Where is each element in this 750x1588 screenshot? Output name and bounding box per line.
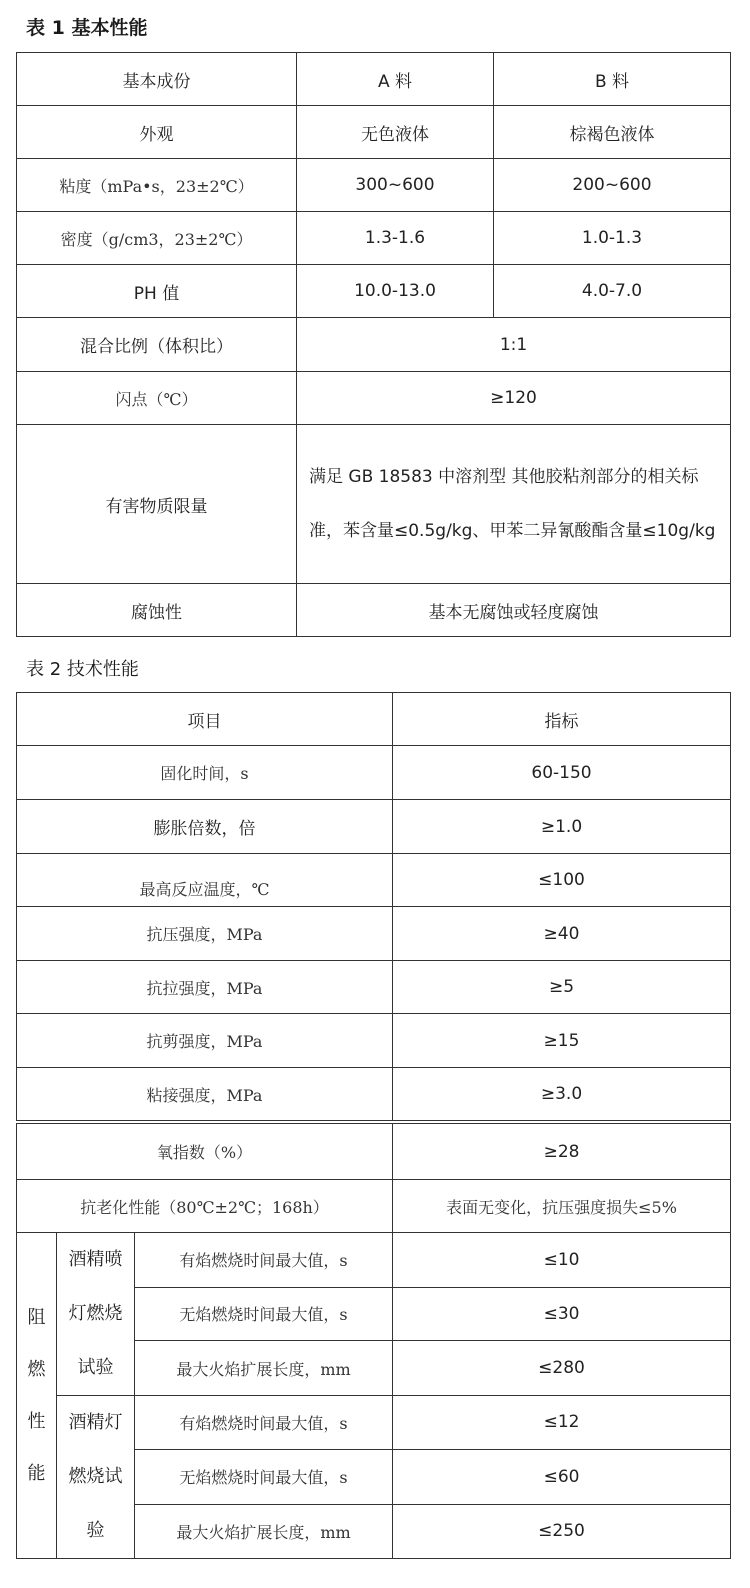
flame-label-char: 性 — [27, 1410, 46, 1432]
item-label: 最高反应温度，℃ — [17, 854, 393, 907]
flame-label-char: 燃 — [27, 1358, 46, 1380]
table-row — [17, 584, 731, 637]
group-name-line: 酒精喷 — [68, 1249, 123, 1270]
table-row — [17, 961, 731, 1014]
item-label: 有焰燃烧时间最大值，s — [135, 1396, 393, 1450]
index-value: ≤10 — [393, 1233, 731, 1288]
group-name-line: 灯燃烧 — [68, 1303, 123, 1324]
group-name-line: 酒精灯 — [68, 1412, 123, 1433]
merged-value: 1:1 — [297, 318, 731, 372]
item-label: 抗剪强度，MPa — [17, 1014, 393, 1068]
table-row — [17, 800, 731, 854]
material-b-value: 棕褐色液体 — [494, 106, 731, 159]
flame-aging-table — [16, 1123, 731, 1559]
alcohol-blowtorch-test-label — [57, 1233, 135, 1396]
table-row — [17, 1233, 731, 1288]
alcohol-lamp-test-label — [57, 1396, 135, 1559]
flame-label-char: 能 — [27, 1462, 46, 1484]
merged-value: 基本无腐蚀或轻度腐蚀 — [297, 584, 731, 637]
header-material-b: B 料 — [494, 53, 731, 106]
item-label: 抗拉强度，MPa — [17, 961, 393, 1014]
hazard-limit-value: 满足 GB 18583 中溶剂型 其他胶粘剂部分的相关标准，苯含量≤0.5g/kg、甲苯二异氰酸酯含量≤10g/kg — [297, 425, 731, 584]
table-header-row — [17, 53, 731, 106]
row-label: 有害物质限量 — [17, 425, 297, 584]
row-label: 混合比例（体积比） — [17, 318, 297, 372]
material-a-value: 无色液体 — [297, 106, 494, 159]
material-a-value: 10.0-13.0 — [297, 265, 494, 318]
material-b-value: 4.0-7.0 — [494, 265, 731, 318]
table-row — [17, 106, 731, 159]
material-b-value: 1.0-1.3 — [494, 212, 731, 265]
table-row — [17, 265, 731, 318]
table-row — [17, 907, 731, 961]
row-label: 闪点（℃） — [17, 372, 297, 425]
material-a-value: 300~600 — [297, 159, 494, 212]
table-row — [17, 318, 731, 372]
item-label: 无焰燃烧时间最大值，s — [135, 1449, 393, 1504]
item-label: 抗老化性能（80℃±2℃；168h） — [17, 1180, 393, 1233]
table1-title: 表 1 基本性能 — [26, 17, 148, 39]
table2-title: 表 2 技术性能 — [26, 659, 139, 680]
item-label: 膨胀倍数，倍 — [17, 800, 393, 854]
table-header-row — [17, 693, 731, 746]
row-label: 外观 — [17, 106, 297, 159]
index-value: ≥40 — [393, 907, 731, 961]
index-value: ≥1.0 — [393, 800, 731, 854]
table-row — [17, 212, 731, 265]
table-row — [17, 372, 731, 425]
row-label: 腐蚀性 — [17, 584, 297, 637]
index-value: ≤280 — [393, 1341, 731, 1396]
header-basic-component: 基本成份 — [17, 53, 297, 106]
index-value: ≥5 — [393, 961, 731, 1014]
item-label: 抗压强度，MPa — [17, 907, 393, 961]
item-label: 无焰燃烧时间最大值，s — [135, 1287, 393, 1341]
index-value: ≥3.0 — [393, 1068, 731, 1121]
row-label: 密度（g/cm3，23±2℃） — [17, 212, 297, 265]
table-row — [17, 1396, 731, 1450]
index-value: ≤250 — [393, 1504, 731, 1558]
index-value: ≤100 — [393, 854, 731, 907]
group-name-line: 试验 — [77, 1357, 114, 1378]
item-label: 氧指数（%） — [17, 1124, 393, 1180]
technical-properties-table — [16, 692, 731, 1121]
flame-retardancy-label — [17, 1233, 57, 1559]
header-item: 项目 — [17, 693, 393, 746]
table-row — [17, 1124, 731, 1180]
header-material-a: A 料 — [297, 53, 494, 106]
group-name-line: 验 — [86, 1520, 105, 1541]
item-label: 粘接强度，MPa — [17, 1068, 393, 1121]
item-label: 固化时间，s — [17, 746, 393, 800]
item-label: 有焰燃烧时间最大值，s — [135, 1233, 393, 1288]
table-row — [17, 1180, 731, 1233]
row-label: PH 值 — [17, 265, 297, 318]
material-a-value: 1.3-1.6 — [297, 212, 494, 265]
table-row — [17, 854, 731, 907]
group-name-line: 燃烧试 — [68, 1466, 123, 1487]
item-label: 最大火焰扩展长度，mm — [135, 1504, 393, 1558]
index-value: ≥28 — [393, 1124, 731, 1180]
table-row — [17, 425, 731, 584]
item-label: 最大火焰扩展长度，mm — [135, 1341, 393, 1396]
header-index: 指标 — [393, 693, 731, 746]
table-row — [17, 159, 731, 212]
merged-value: ≥120 — [297, 372, 731, 425]
row-label: 粘度（mPa•s，23±2℃） — [17, 159, 297, 212]
index-value: 表面无变化，抗压强度损失≤5% — [393, 1180, 731, 1233]
table-row — [17, 746, 731, 800]
index-value: ≤60 — [393, 1449, 731, 1504]
table-row — [17, 1068, 731, 1121]
flame-label-char: 阻 — [27, 1306, 46, 1328]
table-row — [17, 1014, 731, 1068]
index-value: ≤12 — [393, 1396, 731, 1450]
basic-properties-table — [16, 52, 731, 637]
material-b-value: 200~600 — [494, 159, 731, 212]
index-value: ≥15 — [393, 1014, 731, 1068]
index-value: ≤30 — [393, 1287, 731, 1341]
index-value: 60-150 — [393, 746, 731, 800]
